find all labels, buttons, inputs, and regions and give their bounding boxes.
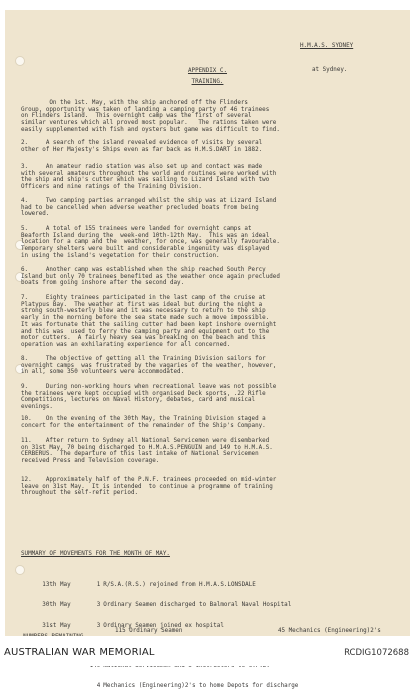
summary-date: 30th May (42, 602, 71, 609)
remaining-seamen: 115 Ordinary Seamen (115, 628, 183, 634)
punch-hole (15, 56, 25, 66)
page-title: TRAINING. (191, 79, 224, 85)
summary-row (21, 676, 302, 690)
paragraph-12: 12. Approximately half of the P.N.F. trainees proceeded on mid-winter leave on 31st May. It is intended to continue a programme of training throughout the self-refit period. (21, 477, 277, 497)
archive-reference: RCDIG1072688 (344, 648, 409, 658)
paragraph-2: 2. A search of the island revealed evidence of visits by several other of Her Majesty's Ships even as far back as H.M.S.DART in 1882. (21, 140, 263, 153)
summary-row (21, 575, 302, 589)
ship-name: H.M.A.S. SYDNEY (300, 43, 354, 49)
paragraph-9: 9. During non-working hours when recreational leave was not possible the trainees were kept occupied with organised Deck sports, .22 Rifle Competitions, lectures on Naval History, debates, card and musical evenings. (21, 384, 277, 411)
paragraph-6: 6. Another camp was established when the ship reached South Percy Island but only 70 trainees benefited as the weather once again precluded boats from going inshore after the second day. (21, 267, 280, 287)
summary-detail: Ordinary Seamen joined ex hospital (103, 622, 224, 629)
summary-detail: Ordinary Seamen discharged to Balmoral Naval Hospital (103, 602, 292, 609)
remaining-mechanics: 45 Mechanics (Engineering)2's (278, 628, 381, 634)
summary-row (21, 616, 302, 629)
appendix-label: APPENDIX C. (187, 68, 227, 74)
paragraph-7: 7. Eighty trainees participated in the last camp of the cruise at Platypus Bay. The weather at first was ideal but during the night a strong south-westerly blew and it was necessary to return to the ship early in the morning before the sea state made such a move impossible. It was fortunate that the sailing cutter had been kept inshore overnight and this was used to ferry the camping party and equipment out to the motor cutters. A fairly heavy sea was breaking on the beach and this operation was an exhilarating experience for all concerned. (21, 295, 277, 348)
paragraph-11: 11. After return to Sydney all National Servicemen were disembarked on 31st May, 70 being discharged to H.M.A.S.PENGUIN and 149 to H.M.A.S. CERBERUS. The departure of this last intake of National Servicemen received Press and Television coverage. (21, 438, 273, 465)
summary-count: 1 (96, 582, 101, 589)
paragraph-8: 8. The objective of getting all the Training Division sailors for overnight camps was frustrated by the vagaries of the weather, however, in all, some 350 volunteers were accommodated. (21, 356, 277, 376)
summary-count: 4 (96, 683, 101, 690)
paragraph-3: 3. An amateur radio station was also set up and contact was made with several amateurs throughout the world and routines were worked with the ship and ship's cutter which was sailing to Lizard Island with two Officers and nine ratings of the Training Division. (21, 164, 277, 191)
paragraph-10: 10. On the evening of the 30th May, the Training Division staged a concert for the entertainment of the remainder of the Ship's Company. (21, 416, 266, 429)
paragraph-1: On the 1st. May, with the ship anchored off the Flinders Group, opportunity was taken of landing a camping party of 46 trainees on Flinders Island. This overnight camp was the first of several similar ventures which all proved most popular. The rations taken were easily supplemented with fish and oysters but game was difficult to find. (21, 100, 280, 133)
paragraph-4: 4. Two camping parties arranged whilst the ship was at Lizard Island had to be cancelled when adverse weather precluded boats from being lowered. (21, 198, 277, 218)
summary-row (21, 596, 302, 609)
summary-date: 31st May (42, 622, 71, 629)
archive-footer (0, 636, 415, 666)
summary-count: 3 (96, 622, 101, 629)
ship-location: at Sydney. (312, 67, 348, 73)
paragraph-5: 5. A total of 155 trainees were landed for overnight camps at Beaforth Island during the week-end 10th-12th May. This was an ideal location for a camp and the weather, for once, was generally favourable. Temporary shelters were built and considerable ingenuity was displayed in using the island's vegetation for their construction. (21, 226, 280, 259)
summary-title: SUMMARY OF MOVEMENTS FOR THE MONTH OF MAY. (21, 551, 170, 557)
summary-count: 3 (96, 602, 101, 609)
summary-date: 13th May (42, 582, 71, 589)
summary-detail: Mechanics (Engineering)2's to home Depots for discharge (103, 683, 299, 690)
summary-detail: R/S.A.(R.S.) rejoined from H.M.A.S.LONSDALE (103, 582, 256, 589)
archive-name: AUSTRALIAN WAR MEMORIAL (4, 647, 155, 658)
